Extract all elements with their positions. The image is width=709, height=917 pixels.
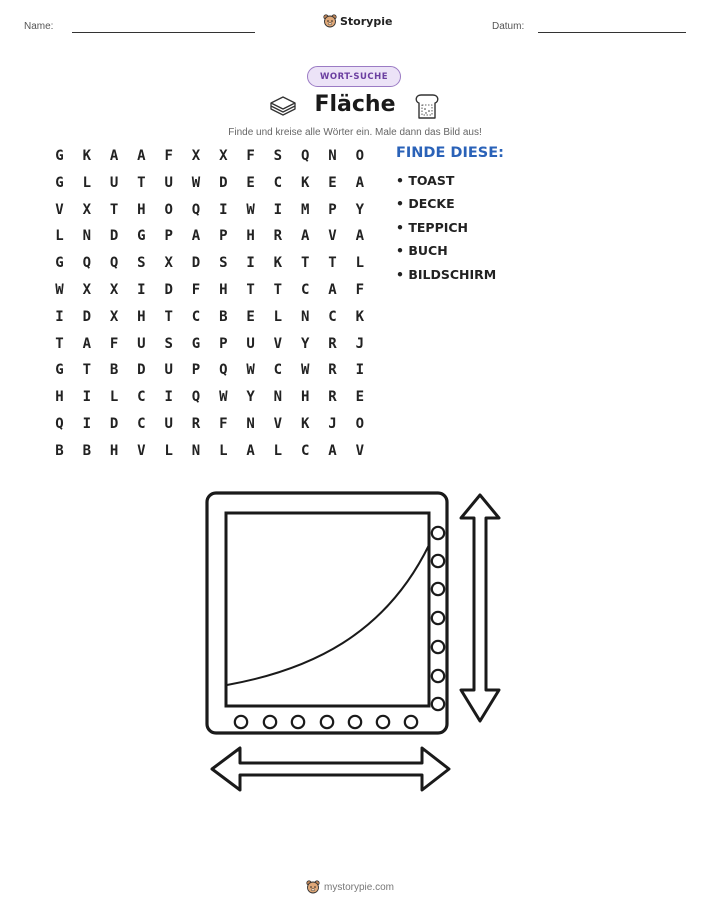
grid-letter[interactable]: D	[164, 282, 173, 298]
grid-letter[interactable]: G	[137, 228, 146, 245]
grid-letter[interactable]: A	[355, 174, 365, 191]
grid-letter[interactable]: U	[137, 335, 146, 352]
grid-letter[interactable]: W	[219, 389, 228, 406]
grid-letter[interactable]: R	[328, 335, 337, 352]
grid-letter[interactable]: W	[191, 174, 201, 191]
grid-letter[interactable]: T	[82, 362, 92, 379]
grid-letter[interactable]: U	[164, 362, 173, 379]
grid-letter[interactable]: O	[355, 416, 365, 432]
name-line[interactable]	[72, 32, 255, 33]
grid-letter[interactable]: D	[219, 174, 228, 191]
grid-letter[interactable]: A	[137, 148, 146, 164]
grid-letter[interactable]: C	[137, 416, 146, 432]
grid-letter[interactable]: I	[137, 282, 146, 298]
grid-letter[interactable]: A	[109, 148, 119, 164]
grid-letter[interactable]: T	[328, 255, 337, 272]
grid-letter[interactable]: V	[55, 201, 64, 218]
grid-letter[interactable]: J	[355, 335, 365, 352]
grid-letter[interactable]: P	[219, 228, 228, 245]
grid-letter[interactable]: I	[164, 389, 173, 406]
grid-letter[interactable]: I	[55, 308, 64, 325]
grid-letter[interactable]: Q	[219, 362, 228, 379]
grid-letter[interactable]: L	[55, 228, 64, 245]
grid-letter[interactable]: G	[55, 174, 64, 191]
word-item-toast: • TOAST	[396, 173, 455, 188]
grid-letter[interactable]: C	[328, 308, 337, 325]
grid-letter[interactable]: X	[109, 282, 119, 298]
grid-letter[interactable]: N	[246, 416, 255, 432]
grid-letter[interactable]: G	[55, 148, 64, 164]
grid-letter[interactable]: T	[55, 335, 64, 352]
word-item-buch: • BUCH	[396, 243, 448, 258]
grid-letter[interactable]: W	[55, 282, 64, 298]
grid-letter[interactable]: N	[191, 442, 201, 459]
grid-letter[interactable]: W	[300, 362, 310, 379]
grid-letter[interactable]: Q	[55, 416, 64, 432]
grid-letter[interactable]: U	[246, 335, 255, 352]
grid-letter[interactable]: W	[246, 201, 255, 218]
grid-letter[interactable]: V	[328, 228, 337, 245]
grid-letter[interactable]: C	[300, 442, 310, 459]
grid-letter[interactable]: K	[82, 148, 92, 164]
instructions-text: Finde und kreise alle Wörter ein. Male dann das Bild aus!	[228, 127, 482, 138]
grid-letter[interactable]: N	[82, 228, 92, 245]
grid-letter[interactable]: P	[328, 201, 337, 218]
grid-letter[interactable]: A	[355, 228, 365, 245]
grid-letter[interactable]: V	[137, 442, 146, 459]
grid-letter[interactable]: A	[328, 282, 337, 298]
grid-letter[interactable]: T	[273, 282, 283, 298]
grid-letter[interactable]: C	[273, 174, 283, 191]
footer	[306, 880, 394, 894]
grid-letter[interactable]: L	[164, 442, 173, 459]
grid-letter[interactable]: J	[328, 416, 337, 432]
grid-letter[interactable]: R	[273, 228, 283, 245]
word-item-decke: • DECKE	[396, 196, 455, 211]
grid-letter[interactable]: F	[164, 148, 173, 164]
footer-url[interactable]: mystorypie.com	[324, 881, 395, 893]
grid-letter[interactable]: E	[328, 174, 337, 191]
grid-letter[interactable]: H	[109, 442, 119, 459]
grid-letter[interactable]: N	[273, 389, 283, 406]
word-item-teppich: • TEPPICH	[396, 220, 469, 235]
word-list-title: FINDE DIESE:	[396, 145, 504, 161]
grid-letter[interactable]: N	[300, 308, 310, 325]
grid-letter[interactable]: X	[191, 148, 201, 164]
grid-letter[interactable]: G	[55, 255, 64, 272]
grid-letter[interactable]: L	[355, 255, 365, 272]
grid-letter[interactable]: C	[273, 362, 283, 379]
grid-letter[interactable]: I	[273, 201, 283, 218]
grid-letter[interactable]: R	[328, 389, 337, 406]
grid-letter[interactable]: H	[55, 389, 64, 406]
grid-letter[interactable]: Q	[191, 389, 201, 406]
grid-letter[interactable]: K	[273, 255, 283, 272]
grid-letter[interactable]: T	[300, 255, 310, 272]
grid-letter[interactable]: E	[355, 389, 365, 406]
grid-letter[interactable]: U	[164, 174, 173, 191]
grid-letter[interactable]: L	[273, 442, 283, 459]
grid-letter[interactable]: Y	[355, 201, 365, 218]
grid-letter[interactable]: O	[164, 201, 173, 218]
grid-letter[interactable]: X	[109, 308, 119, 325]
grid-letter[interactable]: E	[246, 308, 255, 325]
grid-letter[interactable]: Q	[82, 255, 92, 272]
grid-letter[interactable]: P	[164, 228, 173, 245]
grid-letter[interactable]: D	[109, 416, 119, 432]
toast-icon	[414, 92, 440, 120]
storypie-bear-icon	[323, 14, 337, 28]
grid-letter[interactable]: T	[109, 201, 119, 218]
grid-letter[interactable]: B	[82, 442, 92, 459]
brand-name: Storypie	[340, 14, 393, 28]
grid-letter[interactable]: D	[191, 255, 201, 272]
grid-letter[interactable]: K	[300, 416, 310, 432]
grid-letter[interactable]: F	[109, 335, 119, 352]
date-line[interactable]	[538, 32, 686, 33]
grid-letter[interactable]: R	[328, 362, 337, 379]
grid-letter[interactable]: S	[273, 148, 283, 164]
grid-letter[interactable]: N	[328, 148, 337, 164]
grid-letter[interactable]: Y	[300, 335, 310, 352]
grid-letter[interactable]: I	[82, 416, 92, 432]
grid-letter[interactable]: B	[109, 362, 119, 379]
grid-letter[interactable]: O	[355, 148, 365, 164]
grid-letter[interactable]: Q	[191, 201, 201, 218]
grid-letter[interactable]: X	[219, 148, 228, 164]
grid-letter[interactable]: A	[82, 335, 92, 352]
sandwich-icon	[268, 94, 298, 118]
grid-letter[interactable]: S	[164, 335, 173, 352]
grid-letter[interactable]: W	[246, 362, 255, 379]
grid-letter[interactable]: H	[137, 308, 146, 325]
grid-letter[interactable]: L	[109, 389, 119, 406]
grid-letter[interactable]: Q	[109, 255, 119, 272]
name-label: Name:	[24, 21, 54, 32]
grid-letter[interactable]: U	[164, 416, 173, 432]
grid-letter[interactable]: T	[164, 308, 173, 325]
grid-letter[interactable]: L	[82, 174, 92, 191]
grid-letter[interactable]: D	[82, 308, 92, 325]
grid-letter[interactable]: K	[355, 308, 365, 325]
grid-letter[interactable]: T	[137, 174, 146, 191]
grid-letter[interactable]: H	[300, 389, 310, 406]
grid-letter[interactable]: E	[246, 174, 255, 191]
grid-letter[interactable]: B	[219, 308, 228, 325]
grid-letter[interactable]: P	[219, 335, 228, 352]
grid-letter[interactable]: A	[328, 442, 337, 459]
grid-letter[interactable]: C	[137, 389, 146, 406]
grid-letter[interactable]: L	[219, 442, 228, 459]
grid-letter[interactable]: Y	[246, 389, 255, 406]
grid-letter[interactable]: F	[246, 148, 255, 164]
grid-letter[interactable]: U	[109, 174, 119, 191]
grid-letter[interactable]: A	[191, 228, 201, 245]
grid-letter[interactable]: H	[137, 201, 146, 218]
grid-letter[interactable]: D	[109, 228, 119, 245]
grid-letter[interactable]: L	[273, 308, 283, 325]
grid-letter[interactable]: S	[219, 255, 228, 272]
word-item-bildschirm: • BILDSCHIRM	[396, 267, 497, 282]
page-title: Fläche	[314, 92, 396, 117]
grid-letter[interactable]: P	[191, 362, 201, 379]
grid-letter[interactable]: X	[82, 282, 92, 298]
grid-letter[interactable]: V	[355, 442, 365, 459]
grid-letter[interactable]: H	[219, 282, 228, 298]
grid-letter[interactable]: V	[273, 416, 283, 432]
grid-letter[interactable]: I	[246, 255, 255, 272]
grid-letter[interactable]: M	[300, 201, 310, 218]
grid-letter[interactable]: G	[55, 362, 64, 379]
grid-letter[interactable]: C	[191, 308, 201, 325]
grid-letter[interactable]: X	[82, 201, 92, 218]
grid-letter[interactable]: F	[219, 416, 228, 432]
grid-letter[interactable]: F	[355, 282, 365, 298]
grid-letter[interactable]: F	[191, 282, 201, 298]
grid-letter[interactable]: H	[246, 228, 255, 245]
grid-letter[interactable]: D	[137, 362, 146, 379]
grid-letter[interactable]: A	[246, 442, 255, 459]
grid-letter[interactable]: C	[300, 282, 310, 298]
grid-letter[interactable]: A	[300, 228, 310, 245]
grid-letter[interactable]: K	[300, 174, 310, 191]
grid-letter[interactable]: V	[273, 335, 283, 352]
grid-letter[interactable]: I	[355, 362, 365, 379]
storypie-bear-icon	[306, 880, 320, 894]
grid-letter[interactable]: G	[191, 335, 201, 352]
date-label: Datum:	[492, 21, 525, 32]
grid-letter[interactable]: T	[246, 282, 255, 298]
grid-letter[interactable]: R	[191, 416, 201, 432]
grid-letter[interactable]: X	[164, 255, 173, 272]
grid-letter[interactable]: B	[55, 442, 64, 459]
grid-letter[interactable]: S	[137, 255, 146, 272]
grid-letter[interactable]: I	[219, 201, 228, 218]
word-search-badge: WORT-SUCHE	[307, 66, 401, 87]
brand-logo	[323, 14, 392, 28]
screen-with-area-arrows-icon[interactable]	[200, 485, 510, 800]
grid-letter[interactable]: I	[82, 389, 92, 406]
grid-letter[interactable]: Q	[300, 148, 310, 164]
